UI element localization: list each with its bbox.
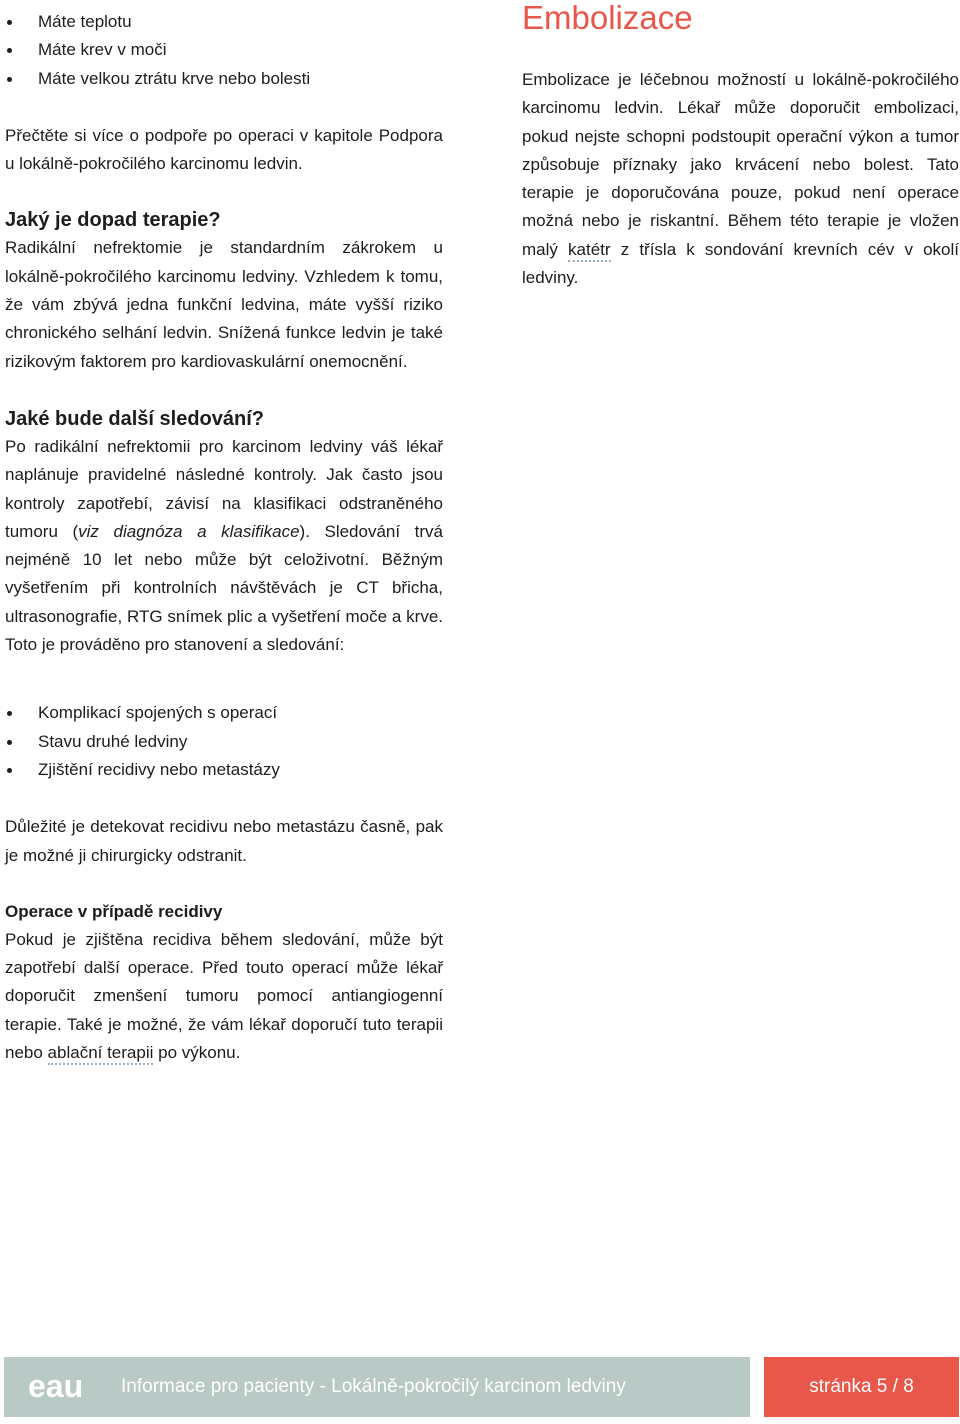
recurrence-heading: Operace v případě recidivy [5, 901, 223, 921]
recurrence-paragraph: Pokud je zjištěna recidiva během sledování, může být zapotřebí další operace. Před touto operací může lékař doporučit zmenšení tumoru pomocí antiangiogenní terapie. Také je možné, že vám lékař doporučí tuto terapii nebo ablační terapii po výkonu. [5, 926, 443, 1067]
list-item: Máte velkou ztrátu krve nebo bolesti [5, 65, 443, 93]
catheter-link[interactable]: katétr [568, 240, 611, 262]
eau-logo-text: eau [28, 1369, 84, 1404]
footer-title: Informace pro pacienty - Lokálně-pokročilý karcinom ledviny [121, 1376, 626, 1397]
page-number: stránka 5 / 8 [809, 1376, 914, 1397]
readmore-paragraph: Přečtěte si více o podpoře po operaci v kapitole Podpora u lokálně-pokročilého karcinomu ledvin. [5, 125, 443, 174]
left-column [5, 8, 443, 1067]
embolization-paragraph: Embolizace je léčebnou možností u lokálně-pokročilého karcinomu ledvin. Lékař může doporučit embolizaci, pokud nejste schopni podstoupit operační výkon a tumor způsobuje příznaky jako krvácení nebo bolest. Tato terapie je doporučována pouze, pokud není operace možná nebo je riskantní. Během této terapie je vložen malý katétr z třísla k sondování krevních cév v okolí ledviny. [522, 70, 959, 288]
page-footer [4, 1357, 959, 1417]
impact-heading: Jaký je dopad terapie? [5, 209, 221, 232]
important-paragraph: Důležité je detekovat recidivu nebo metastázu časně, pak je možné ji chirurgicky odstranit. [5, 817, 443, 865]
ablation-therapy-link[interactable]: ablační terapii [48, 1043, 154, 1065]
followup-paragraph: Po radikální nefrektomii pro karcinom ledviny váš lékař naplánuje pravidelné následné kontroly. Jak často jsou kontroly zapotřebí, závisí na klasifikaci odstraněného tumoru (viz diagnóza a klasifikace). Sledování trvá nejméně 10 let nebo může být celoživotní. Běžným vyšetřením při kontrolních návštěvách je CT břicha, ultrasonografie, RTG snímek plic a vyšetření moče a krve. Toto je prováděno pro stanovení a sledování: [5, 436, 444, 655]
right-column [522, 0, 959, 292]
list-item: Stavu druhé ledviny [5, 728, 443, 756]
symptom-list [5, 8, 443, 93]
page-number-box [764, 1357, 959, 1417]
list-item: Máte teplotu [5, 8, 443, 36]
list-item: Zjištění recidivy nebo metastázy [5, 756, 443, 784]
impact-paragraph: Radikální nefrektomie je standardním zákrokem u lokálně-pokročilého karcinomu ledviny. Vzhledem k tomu, že vám zbývá jedna funkční ledvina, máte vyšší riziko chronického selhání ledvin. Snížená funkce ledvin je také rizikovým faktorem pro kardiovaskulární onemocnění. [5, 238, 443, 371]
eau-logo [26, 1369, 88, 1405]
followup-heading: Jaké bude další sledování? [5, 407, 264, 430]
diagnosis-reference: viz diagnóza a klasifikace [78, 521, 300, 541]
list-item: Komplikací spojených s operací [5, 699, 443, 727]
embolization-heading: Embolizace [522, 0, 693, 36]
footer-bar [4, 1357, 750, 1417]
followup-list [5, 699, 443, 784]
list-item: Máte krev v moči [5, 36, 443, 64]
